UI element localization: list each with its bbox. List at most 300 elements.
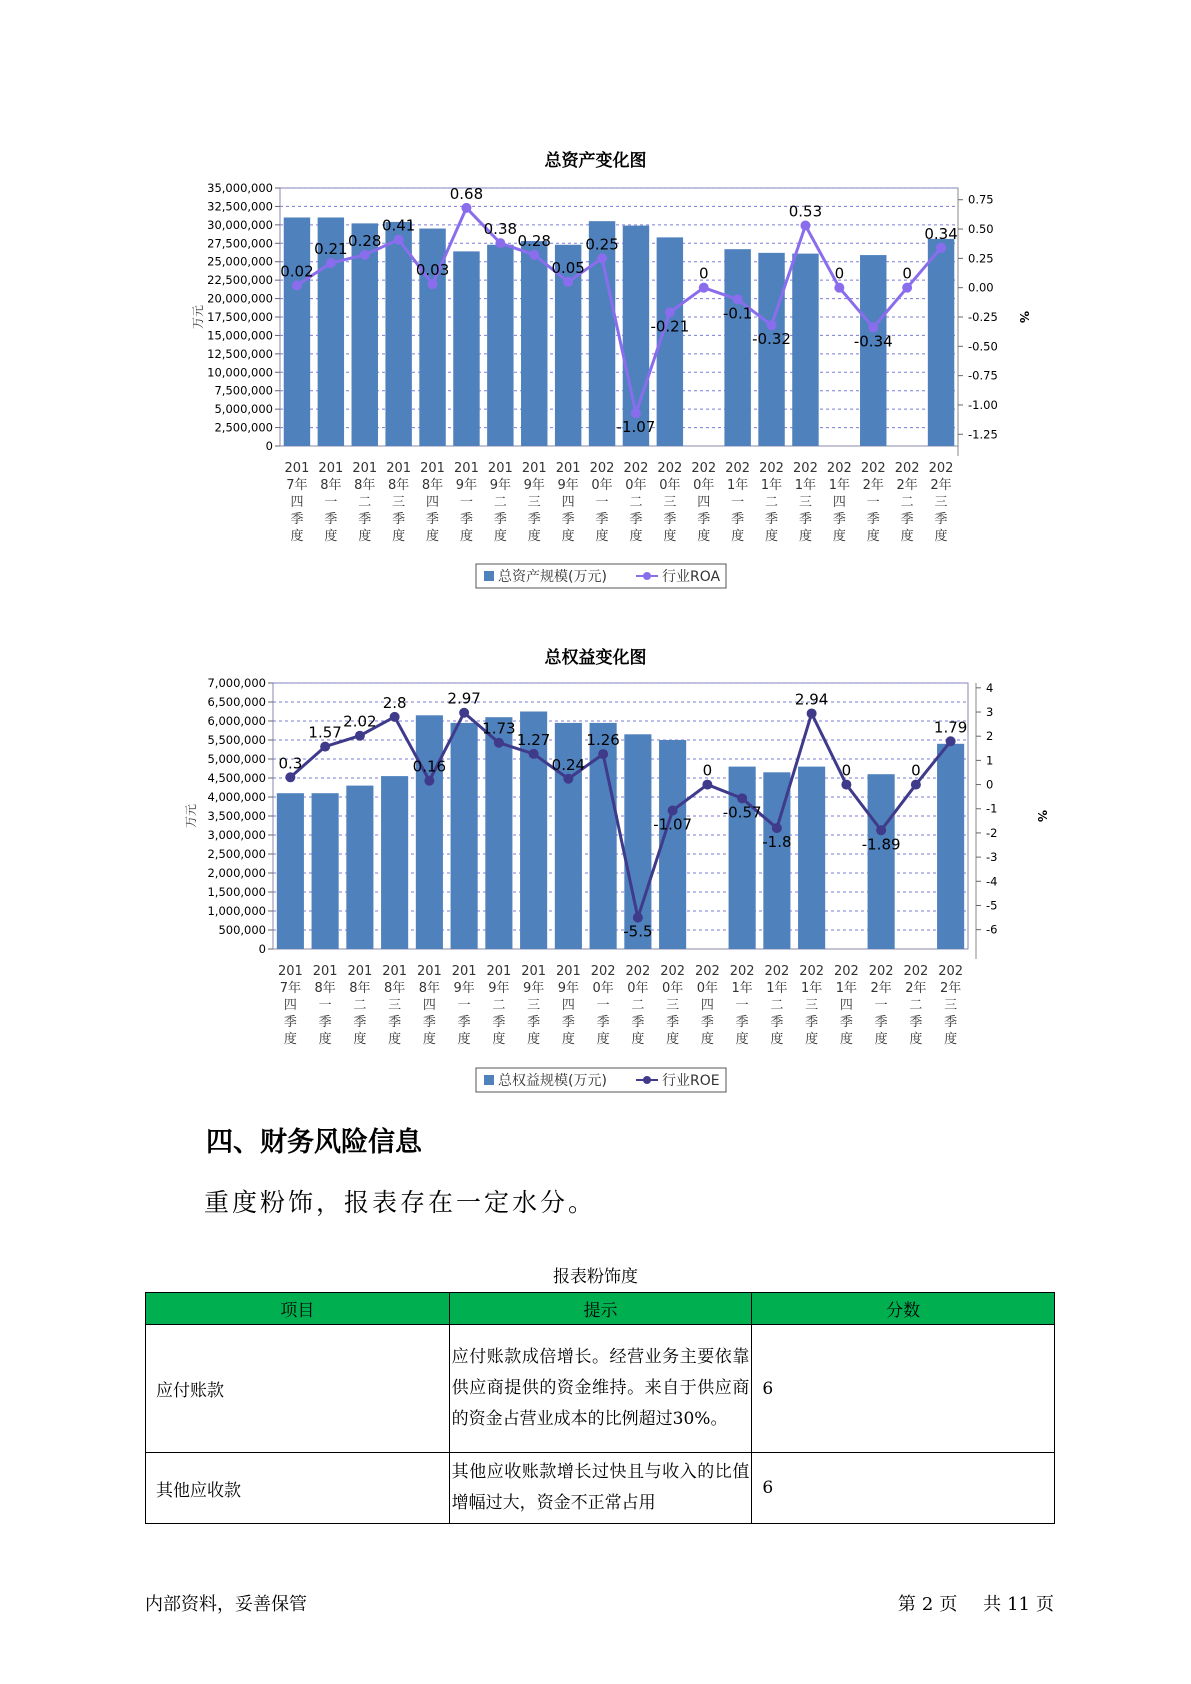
y2-tick-label: 0 (986, 777, 994, 792)
row-score: 6 (752, 1325, 1055, 1453)
x-tick-label: 一 (874, 998, 888, 1013)
x-tick-label: 201 (386, 461, 412, 476)
y-tick-label: 500,000 (218, 923, 266, 937)
x-tick-label: 度 (770, 1032, 784, 1047)
x-tick-label: 度 (392, 529, 406, 544)
x-tick-label: 度 (934, 529, 948, 544)
data-label: 0.68 (449, 184, 484, 203)
x-tick-label: 一 (457, 998, 471, 1013)
bar (485, 717, 512, 949)
x-tick-label: 8年 (349, 981, 371, 996)
x-tick-label: 201 (487, 461, 513, 476)
line-point (563, 774, 573, 784)
y-tick-label: 20,000,000 (207, 291, 273, 306)
x-tick-label: 三 (392, 495, 406, 510)
line-point (733, 294, 743, 304)
data-label: 0 (841, 761, 852, 780)
x-tick-label: 2年 (905, 981, 927, 996)
line-point (767, 320, 777, 330)
x-tick-label: 度 (765, 529, 779, 544)
x-tick-label: 2年 (896, 478, 918, 493)
x-tick-label: 202 (691, 461, 717, 476)
x-tick-label: 9年 (453, 981, 475, 996)
x-tick-label: 9年 (522, 981, 545, 996)
x-tick-label: 二 (900, 495, 914, 510)
table-caption: 报表粉饰度 (553, 1267, 638, 1287)
data-label: -0.32 (752, 330, 791, 349)
y-tick-label: 30,000,000 (207, 217, 273, 232)
x-tick-label: 一 (318, 998, 332, 1013)
x-tick-label: 度 (866, 529, 880, 544)
x-tick-label: 201 (521, 461, 547, 476)
footer-confidential: 内部资料，妥善保管 (145, 1594, 307, 1615)
y2-tick-label: -3 (986, 850, 998, 865)
line-point (394, 235, 404, 245)
bar (521, 241, 547, 446)
bar (381, 776, 408, 949)
x-tick-label: 201 (451, 964, 477, 979)
bar (346, 786, 373, 949)
y2-tick-label: -1 (986, 801, 998, 816)
data-label: -1.07 (616, 418, 656, 437)
x-tick-label: 季 (422, 1015, 436, 1030)
y2-tick-label: 2 (986, 729, 994, 744)
data-label: 0 (902, 264, 912, 283)
x-tick-label: 度 (596, 1032, 610, 1047)
line-point (355, 731, 365, 741)
x-tick-label: 四 (426, 495, 440, 510)
x-tick-label: 8年 (383, 981, 406, 996)
section-heading: 四、财务风险信息 (206, 1127, 422, 1158)
x-tick-label: 三 (666, 998, 680, 1013)
data-label: 0.24 (551, 755, 586, 774)
x-tick-label: 季 (765, 512, 779, 527)
x-tick-label: 1年 (835, 981, 858, 996)
x-tick-label: 季 (358, 512, 372, 527)
y2-tick-label: -6 (986, 922, 998, 937)
x-tick-label: 二 (492, 998, 506, 1013)
x-tick-label: 度 (663, 529, 677, 544)
y-tick-label: 5,000,000 (207, 752, 266, 766)
x-tick-label: 9年 (557, 981, 580, 996)
data-label: -5.5 (623, 922, 653, 941)
data-label: 0.05 (551, 258, 585, 277)
x-tick-label: 202 (894, 461, 920, 476)
bar (937, 744, 964, 949)
y-tick-label: 25,000,000 (207, 254, 273, 269)
x-tick-label: 度 (731, 529, 745, 544)
bar (416, 715, 443, 949)
x-tick-label: 一 (866, 495, 880, 510)
bar (758, 253, 784, 446)
y-tick-label: 3,500,000 (207, 809, 266, 823)
bar (487, 245, 513, 446)
data-label: 0.38 (483, 220, 518, 239)
x-tick-label: 一 (731, 495, 745, 510)
line-point (563, 277, 573, 287)
x-tick-label: 2年 (870, 981, 892, 996)
x-tick-label: 201 (352, 461, 378, 476)
x-tick-label: 季 (805, 1015, 819, 1030)
data-label: 0.34 (924, 224, 958, 243)
data-label: 0.16 (412, 757, 447, 776)
y2-tick-label: 0.50 (968, 222, 994, 237)
x-tick-label: 201 (382, 964, 408, 979)
x-tick-label: 季 (283, 1015, 297, 1030)
x-tick-label: 2年 (939, 981, 962, 996)
line-point (529, 749, 539, 759)
x-tick-label: 一 (735, 998, 749, 1013)
x-tick-label: 季 (934, 512, 948, 527)
x-tick-label: 季 (700, 1015, 714, 1030)
x-tick-label: 度 (493, 529, 507, 544)
x-tick-label: 度 (527, 1032, 541, 1047)
bar (798, 767, 825, 949)
x-tick-label: 1年 (800, 981, 823, 996)
x-tick-label: 一 (595, 495, 609, 510)
legend-line-marker (643, 1076, 651, 1084)
x-tick-label: 1年 (731, 981, 753, 996)
data-label: 1.57 (308, 723, 342, 742)
y2-tick-label: 0.25 (968, 251, 994, 266)
x-tick-label: 四 (561, 495, 575, 510)
bar (277, 793, 304, 949)
x-tick-label: 202 (759, 461, 784, 476)
x-tick-label: 三 (527, 495, 541, 510)
y-tick-label: 7,500,000 (214, 383, 273, 398)
data-label: 0 (834, 264, 845, 283)
x-tick-label: 1年 (760, 478, 783, 493)
x-tick-label: 季 (457, 1015, 471, 1030)
x-tick-label: 2年 (862, 478, 884, 493)
y-tick-label: 4,000,000 (207, 790, 266, 804)
x-tick-label: 1年 (828, 478, 850, 493)
data-label: 0.21 (314, 240, 348, 259)
x-tick-label: 0年 (627, 981, 649, 996)
x-tick-label: 201 (312, 964, 338, 979)
x-tick-label: 202 (793, 461, 818, 476)
line-point (699, 283, 709, 293)
x-tick-label: 季 (697, 512, 711, 527)
x-tick-label: 二 (631, 998, 645, 1013)
y-tick-label: 0 (265, 439, 273, 453)
x-tick-label: 7年 (286, 478, 308, 493)
x-tick-label: 0年 (693, 478, 715, 493)
x-tick-label: 季 (290, 512, 304, 527)
line-point (459, 708, 469, 718)
table-row (146, 1453, 1055, 1524)
x-tick-label: 8年 (354, 478, 376, 493)
footer-page-number (892, 1590, 1054, 1616)
x-tick-label: 季 (731, 512, 745, 527)
y-tick-label: 0 (258, 942, 266, 956)
data-label: 0.3 (278, 754, 303, 773)
x-tick-label: 度 (561, 1032, 575, 1047)
legend-bar-label: 总资产规模(万元) (498, 569, 607, 585)
x-tick-label: 季 (798, 512, 812, 527)
y-tick-label: 1,500,000 (207, 885, 266, 899)
x-tick-label: 季 (492, 1015, 506, 1030)
x-tick-label: 9年 (455, 478, 478, 493)
x-tick-label: 四 (832, 495, 846, 510)
x-tick-label: 一 (324, 495, 338, 510)
line-point (800, 221, 810, 231)
x-tick-label: 度 (422, 1032, 436, 1047)
x-tick-label: 度 (358, 529, 372, 544)
x-tick-label: 季 (353, 1015, 367, 1030)
x-tick-label: 度 (283, 1032, 297, 1047)
x-tick-label: 季 (527, 1015, 541, 1030)
legend-line-label: 行业ROA (662, 569, 721, 585)
x-tick-label: 202 (623, 461, 649, 476)
header-hint: 提示 (449, 1293, 752, 1325)
row-item: 其他应收款 (146, 1453, 450, 1524)
x-tick-label: 度 (388, 1032, 402, 1047)
y2-tick-label: 0.00 (968, 280, 994, 295)
x-tick-label: 四 (561, 998, 575, 1013)
y-tick-label: 7,000,000 (207, 676, 266, 690)
line-point (292, 280, 302, 290)
data-label: 1.79 (933, 718, 968, 737)
data-label: 0.28 (348, 231, 382, 250)
x-tick-label: 度 (735, 1032, 749, 1047)
bar (385, 222, 411, 446)
y-tick-label: 5,500,000 (207, 733, 266, 747)
x-tick-label: 度 (426, 529, 440, 544)
x-tick-label: 0年 (592, 981, 614, 996)
x-tick-label: 度 (944, 1032, 958, 1047)
x-tick-label: 季 (874, 1015, 888, 1030)
x-tick-label: 8年 (388, 478, 410, 493)
data-label: -0.1 (723, 304, 753, 323)
x-tick-label: 9年 (557, 478, 579, 493)
x-tick-label: 度 (457, 1032, 471, 1047)
x-tick-label: 季 (426, 512, 440, 527)
y2-tick-label: 3 (986, 705, 994, 720)
x-tick-label: 三 (805, 998, 819, 1013)
x-tick-label: 201 (277, 964, 303, 979)
x-tick-label: 8年 (418, 981, 441, 996)
x-tick-label: 四 (839, 998, 853, 1013)
data-label: -0.34 (853, 332, 893, 351)
data-label: -0.21 (650, 317, 690, 336)
line-point (631, 408, 641, 418)
equity-chart-title: 总权益变化图 (544, 648, 647, 668)
x-tick-label: 四 (697, 495, 711, 510)
x-tick-label: 四 (422, 998, 436, 1013)
page-number: 2 (921, 1594, 934, 1615)
y-tick-label: 5,000,000 (214, 402, 273, 417)
y2-tick-label: 1 (986, 753, 994, 768)
row-hint: 应付账款成倍增长。经营业务主要依靠供应商提供的资金维持。来自于供应商的资金占营业成本的比例超过30%。 (449, 1325, 752, 1453)
line-point (936, 243, 946, 253)
line-point (876, 825, 886, 835)
x-tick-label: 202 (928, 461, 954, 476)
line-point (834, 283, 844, 293)
x-tick-label: 1年 (727, 478, 749, 493)
x-tick-label: 季 (388, 1015, 402, 1030)
x-tick-label: 度 (561, 529, 575, 544)
y-tick-label: 1,000,000 (207, 904, 266, 918)
x-tick-label: 季 (527, 512, 541, 527)
x-tick-label: 季 (318, 1015, 332, 1030)
data-label: 0.02 (280, 262, 314, 281)
data-label: 0 (698, 264, 709, 283)
x-tick-label: 201 (284, 461, 310, 476)
x-tick-label: 度 (900, 529, 914, 544)
y2-tick-label: -0.75 (968, 368, 998, 383)
asset-chart-title: 总资产变化图 (544, 151, 647, 171)
bar (451, 723, 478, 949)
x-tick-label: 度 (697, 529, 711, 544)
x-tick-label: 季 (596, 1015, 610, 1030)
x-tick-label: 三 (388, 998, 402, 1013)
x-tick-label: 度 (874, 1032, 888, 1047)
y2-tick-label: -0.25 (968, 310, 998, 324)
x-tick-label: 季 (770, 1015, 784, 1030)
bar (928, 239, 954, 446)
table-header-row (146, 1293, 1055, 1325)
bar (312, 793, 339, 949)
line-point (868, 323, 878, 333)
line-point (285, 772, 295, 782)
line-point (633, 913, 643, 923)
x-tick-label: 二 (358, 495, 372, 510)
x-tick-label: 1年 (766, 981, 788, 996)
x-tick-label: 季 (839, 1015, 853, 1030)
bar (792, 254, 818, 446)
x-tick-label: 201 (318, 461, 344, 476)
x-tick-label: 度 (324, 529, 338, 544)
y2-axis-title: % (1017, 310, 1031, 324)
total-pages: 11 (1007, 1594, 1030, 1615)
x-tick-label: 9年 (523, 478, 545, 493)
x-tick-label: 202 (590, 964, 616, 979)
line-point (737, 793, 747, 803)
legend-line-label: 行业ROE (662, 1073, 720, 1089)
x-tick-label: 一 (459, 495, 473, 510)
line-point (495, 238, 505, 248)
table-row (146, 1325, 1055, 1453)
x-tick-label: 202 (725, 461, 751, 476)
x-tick-label: 季 (832, 512, 846, 527)
x-tick-label: 季 (493, 512, 507, 527)
y2-tick-label: 4 (986, 680, 994, 695)
x-tick-label: 度 (527, 529, 541, 544)
x-tick-label: 度 (909, 1032, 923, 1047)
data-label: 0.03 (415, 261, 450, 280)
x-tick-label: 三 (934, 495, 948, 510)
x-tick-label: 季 (561, 512, 575, 527)
line-point (424, 776, 434, 786)
y2-tick-label: -4 (986, 874, 998, 889)
x-tick-label: 2年 (930, 478, 952, 493)
line-point (597, 253, 607, 263)
x-tick-label: 季 (595, 512, 609, 527)
risk-table (145, 1292, 1055, 1524)
data-label: 0 (702, 761, 713, 780)
header-score: 分数 (752, 1293, 1055, 1325)
line-point (529, 250, 539, 260)
legend-bar-swatch (484, 571, 494, 581)
line-point (911, 780, 921, 790)
x-tick-label: 季 (561, 1015, 575, 1030)
x-tick-label: 201 (347, 964, 373, 979)
data-label: 2.94 (794, 690, 829, 709)
x-tick-label: 度 (459, 529, 473, 544)
x-tick-label: 8年 (314, 981, 336, 996)
line-point (428, 279, 438, 289)
data-label: -1.8 (762, 833, 792, 852)
x-tick-label: 四 (290, 495, 304, 510)
line-point (902, 283, 912, 293)
x-tick-label: 9年 (488, 981, 510, 996)
line-point (668, 805, 678, 815)
y2-tick-label: -1.25 (968, 427, 998, 442)
x-tick-label: 三 (527, 998, 541, 1013)
x-tick-label: 季 (324, 512, 338, 527)
line-point (665, 307, 675, 317)
x-tick-label: 度 (631, 1032, 645, 1047)
line-point (326, 258, 336, 268)
x-tick-label: 202 (660, 964, 686, 979)
line-point (494, 738, 504, 748)
y-tick-label: 2,500,000 (207, 847, 266, 861)
x-tick-label: 202 (826, 461, 852, 476)
x-tick-label: 201 (555, 964, 581, 979)
x-tick-label: 8年 (320, 478, 342, 493)
data-label: 0.25 (585, 235, 619, 254)
x-tick-label: 0年 (661, 981, 684, 996)
x-tick-label: 度 (492, 1032, 506, 1047)
row-score: 6 (752, 1453, 1055, 1524)
bar (284, 217, 310, 446)
x-tick-label: 度 (595, 529, 609, 544)
x-tick-label: 二 (770, 998, 784, 1013)
line-point (946, 736, 956, 746)
y-tick-label: 32,500,000 (207, 199, 273, 214)
line-point (772, 823, 782, 833)
x-tick-label: 度 (290, 529, 304, 544)
x-tick-label: 季 (944, 1015, 958, 1030)
y2-tick-label: -5 (986, 898, 998, 913)
x-tick-label: 202 (833, 964, 859, 979)
x-tick-label: 季 (900, 512, 914, 527)
y-tick-label: 3,000,000 (207, 828, 266, 842)
x-tick-label: 0年 (696, 981, 719, 996)
line-point (702, 780, 712, 790)
data-label: 2.97 (447, 689, 481, 708)
total-equity-chart (0, 668, 1191, 1108)
x-tick-label: 一 (596, 998, 610, 1013)
x-tick-label: 201 (416, 964, 442, 979)
x-tick-label: 201 (454, 461, 479, 476)
x-tick-label: 7年 (279, 981, 302, 996)
y2-tick-label: -1.00 (968, 397, 998, 412)
y-axis-title: 万元 (184, 803, 198, 829)
x-tick-label: 202 (694, 964, 720, 979)
line-point (841, 780, 851, 790)
data-label: -0.57 (722, 803, 762, 822)
x-tick-label: 季 (735, 1015, 749, 1030)
legend-line-marker (643, 572, 651, 580)
line-point (320, 742, 330, 752)
x-tick-label: 9年 (489, 478, 511, 493)
y-tick-label: 27,500,000 (207, 236, 273, 251)
data-label: 0.28 (517, 231, 551, 250)
line-point (390, 712, 400, 722)
page-prefix: 第 (897, 1594, 916, 1615)
